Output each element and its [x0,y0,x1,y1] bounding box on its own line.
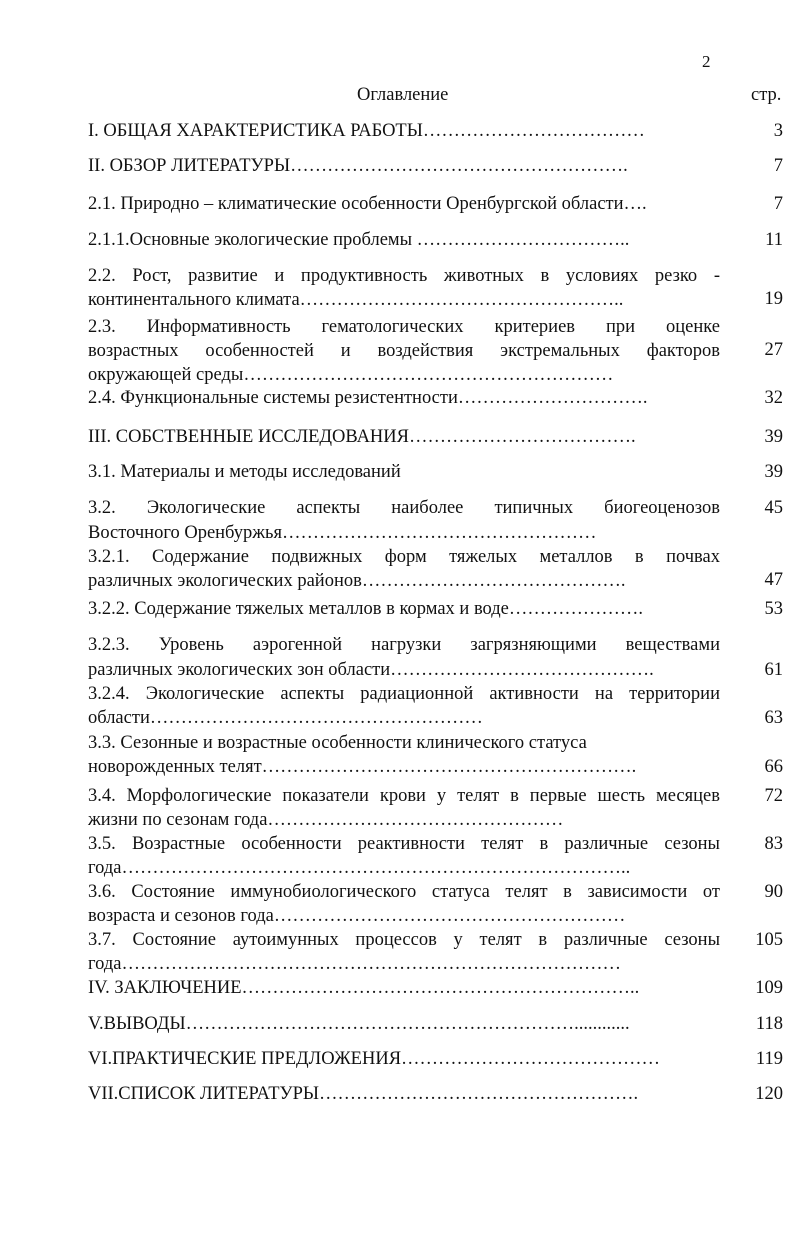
toc-entry-line: различных экологических зон области……………………………………. [88,660,654,680]
toc-entry-page: 83 [764,834,783,854]
toc-entry-line: II. ОБЗОР ЛИТЕРАТУРЫ………………………………………………. [88,156,628,176]
toc-entry-line: 2.3. Информативность гематологических критериев при оценке [88,317,720,337]
toc-entry-line: VII.СПИСОК ЛИТЕРАТУРЫ……………………………………………. [88,1084,639,1104]
toc-entry-line: 3.5. Возрастные особенности реактивности телят в различные сезоны [88,834,720,854]
toc-entry-page: 32 [764,388,783,408]
toc-entry-page: 72 [764,786,783,806]
toc-entry-page: 3 [773,121,783,141]
toc-entry-line: 3.4. Морфологические показатели крови у телят в первые шесть месяцев [88,786,720,806]
toc-entry-line: 3.3. Сезонные и возрастные особенности клинического статуса [88,733,587,753]
toc-entry-page: 11 [765,230,783,250]
toc-entry-line: континентального климата…………………………………………….. [88,290,624,310]
toc-entry-line: 2.1.1.Основные экологические проблемы …………………………….. [88,230,630,250]
toc-entry-page: 90 [764,882,783,902]
toc-entry-line: различных экологических районов……………………………………. [88,571,626,591]
page-column-label: стр. [751,85,782,105]
toc-entry-page: 19 [764,289,783,309]
toc-entry-page: 7 [773,156,783,176]
toc-entry-page: 105 [755,930,783,950]
toc-entry-line: года……………………………………………………………………….. [88,858,631,878]
page-number: 2 [702,52,711,71]
toc-entry-page: 119 [755,1049,783,1069]
toc-entry-line: 3.7. Состояние аутоимунных процессов у телят в различные сезоны [88,930,720,950]
toc-entry-line: 2.1. Природно – климатические особенности Оренбургской области…. [88,194,647,214]
toc-entry-line: 3.2.1. Содержание подвижных форм тяжелых металлов в почвах [88,547,720,567]
toc-entry-line: 3.2.3. Уровень аэрогенной нагрузки загрязняющими веществами [88,635,720,655]
toc-entry-page: 118 [755,1014,783,1034]
toc-entry-line: 2.2. Рост, развитие и продуктивность животных в условиях резко - [88,266,720,286]
toc-entry-line: 3.6. Состояние иммунобиологического статуса телят в зависимости от [88,882,720,902]
toc-entry-page: 39 [764,462,783,482]
toc-entry-line: Восточного Оренбуржья…………………………………………… [88,523,597,543]
toc-entry-line: 3.2.4. Экологические аспекты радиационной активности на территории [88,684,720,704]
toc-entry-page: 27 [764,340,783,360]
toc-entry-line: I. ОБЩАЯ ХАРАКТЕРИСТИКА РАБОТЫ……………………………… [88,121,645,141]
toc-entry-line: области……………………………………………… [88,708,483,728]
toc-entry-line: жизни по сезонам года………………………………………… [88,810,564,830]
toc-entry-line: IV. ЗАКЛЮЧЕНИЕ……………………………………………………….. [88,978,640,998]
toc-entry-page: 120 [755,1084,783,1104]
toc-entry-line: новорожденных телят……………………………………………………. [88,757,637,777]
toc-entry-line: 3.2.2. Содержание тяжелых металлов в кормах и воде…………………. [88,599,644,619]
toc-entry-line: возрастных особенностей и воздействия экстремальных факторов [88,341,720,361]
toc-entry-line: V.ВЫВОДЫ………………………………………………………............ [88,1014,630,1034]
toc-entry-page: 45 [764,498,783,518]
toc-entry-line: 3.2. Экологические аспекты наиболее типичных биогеоценозов [88,498,720,518]
toc-entry-line: VI.ПРАКТИЧЕСКИЕ ПРЕДЛОЖЕНИЯ…………………………………… [88,1049,661,1069]
toc-entry-line: года……………………………………………………………………… [88,954,621,974]
toc-entry-page: 53 [764,599,783,619]
toc-entry-line: окружающей среды…………………………………………………… [88,365,614,385]
toc-entry-page: 109 [755,978,783,998]
toc-entry-page: 66 [764,757,783,777]
toc-heading: Оглавление [357,85,449,105]
toc-entry-page: 39 [764,427,783,447]
toc-entry-page: 47 [764,570,783,590]
toc-entry-line: III. СОБСТВЕННЫЕ ИССЛЕДОВАНИЯ………………………………. [88,427,636,447]
toc-entry-page: 63 [764,708,783,728]
toc-entry-page: 61 [764,660,783,680]
toc-entry-page: 7 [773,194,783,214]
toc-entry-line: 2.4. Функциональные системы резистентности…………………………. [88,388,648,408]
toc-entry-line: 3.1. Материалы и методы исследований [88,462,401,482]
toc-entry-line: возраста и сезонов года………………………………………………… [88,906,626,926]
